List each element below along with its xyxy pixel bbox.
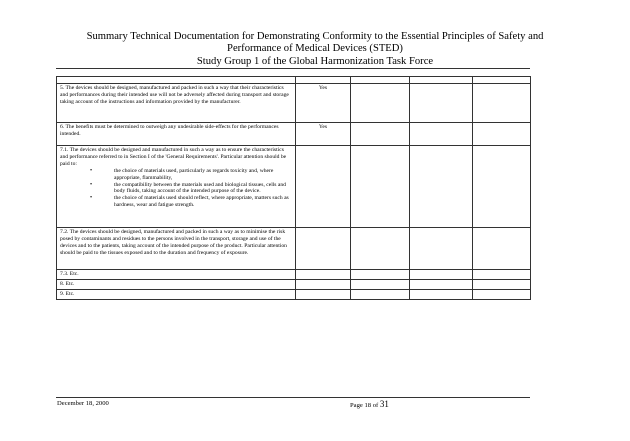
header-divider [56,68,530,69]
applicability-cell [296,279,351,289]
table-cell [473,84,531,123]
table-header-row [57,77,531,84]
table-cell [351,123,410,146]
table-cell [410,146,473,228]
table-row [57,279,531,289]
bullet-icon: • [90,167,93,174]
table-cell [410,84,473,123]
table-cell [351,289,410,299]
bullet-list [60,168,292,209]
principle-text: 7.2. The devices should be designed, manufactured and packed in such a way as to minimise the risk posed by contaminants and residues to the persons involved in the transport, storage and use of the devices and to the patients, taking account of the intended purpose of the product. Particular attention should be paid to the tissues exposed and to the duration and frequency of exposure. [57,228,296,270]
footer-divider [56,397,530,398]
table-cell [296,77,351,84]
applicability-cell [296,146,351,228]
table-cell [410,228,473,270]
applicability-cell [296,289,351,299]
list-item: • the choice of materials used, particularly as regards toxicity and, where appropriate, flammability, [90,167,274,181]
principle-text: 6. The benefits must be determined to outweigh any undesirable side-effects for the performances intended. [57,123,296,146]
bullet-icon: • [90,195,93,202]
header-title-line-3: Study Group 1 of the Global Harmonization Task Force [196,55,434,67]
document-header [0,31,630,68]
principle-text: 8. Etc. [57,279,296,289]
essential-principles-table [56,76,531,300]
table-cell [410,279,473,289]
table-row [57,270,531,280]
table-cell [410,270,473,280]
applicability-cell: Yes [296,123,351,146]
applicability-cell [296,270,351,280]
table-cell [473,146,531,228]
principle-text: 9. Etc. [57,289,296,299]
principle-cell [57,146,296,228]
header-title-line-1: Summary Technical Documentation for Demonstrating Conformity to the Essential Principles of Safety and [86,31,544,42]
header-title-line-2: Performance of Medical Devices (STED) [227,43,403,55]
applicability-cell [296,228,351,270]
table-row [57,228,531,270]
table-cell [351,146,410,228]
table-cell [473,289,531,299]
page-number: Page 18 of 31 [350,399,389,409]
list-item: • the compatibility between the materials used and biological tissues, cells and body fluids, taking account of the intended purpose of the device. [90,181,286,195]
table-cell [57,77,296,84]
table-row [57,146,531,228]
table-cell [473,279,531,289]
applicability-cell: Yes [296,84,351,123]
table-row [57,289,531,299]
table-cell [410,289,473,299]
footer-date: December 18, 2000 [57,400,109,407]
table-cell [351,228,410,270]
table-row [57,123,531,146]
table-cell [351,77,410,84]
table-cell [351,279,410,289]
table-cell [473,228,531,270]
principle-text: 7.3. Etc. [57,270,296,280]
principle-text: 5. The devices should be designed, manufactured and packed in such a way that their characteristics and performances during their intended use will not be adversely affected during transport and storage taking account of the instructions and information provided by the manufacturer. [57,84,296,123]
bullet-icon: • [90,181,93,188]
table-row [57,84,531,123]
table-cell [410,77,473,84]
table-cell [410,123,473,146]
list-item: • the choice of materials used should reflect, where appropriate, matters such as hardness, wear and fatigue strength. [90,195,289,209]
table-cell [473,270,531,280]
table-cell [351,84,410,123]
table-cell [473,77,531,84]
table-cell [473,123,531,146]
table-cell [351,270,410,280]
principle-text: 7.1. The devices should be designed and manufactured in such a way as to ensure the characteristics and performance referred to in Section I of the 'General Requirements'. Particular attention should be paid to: [60,147,287,167]
